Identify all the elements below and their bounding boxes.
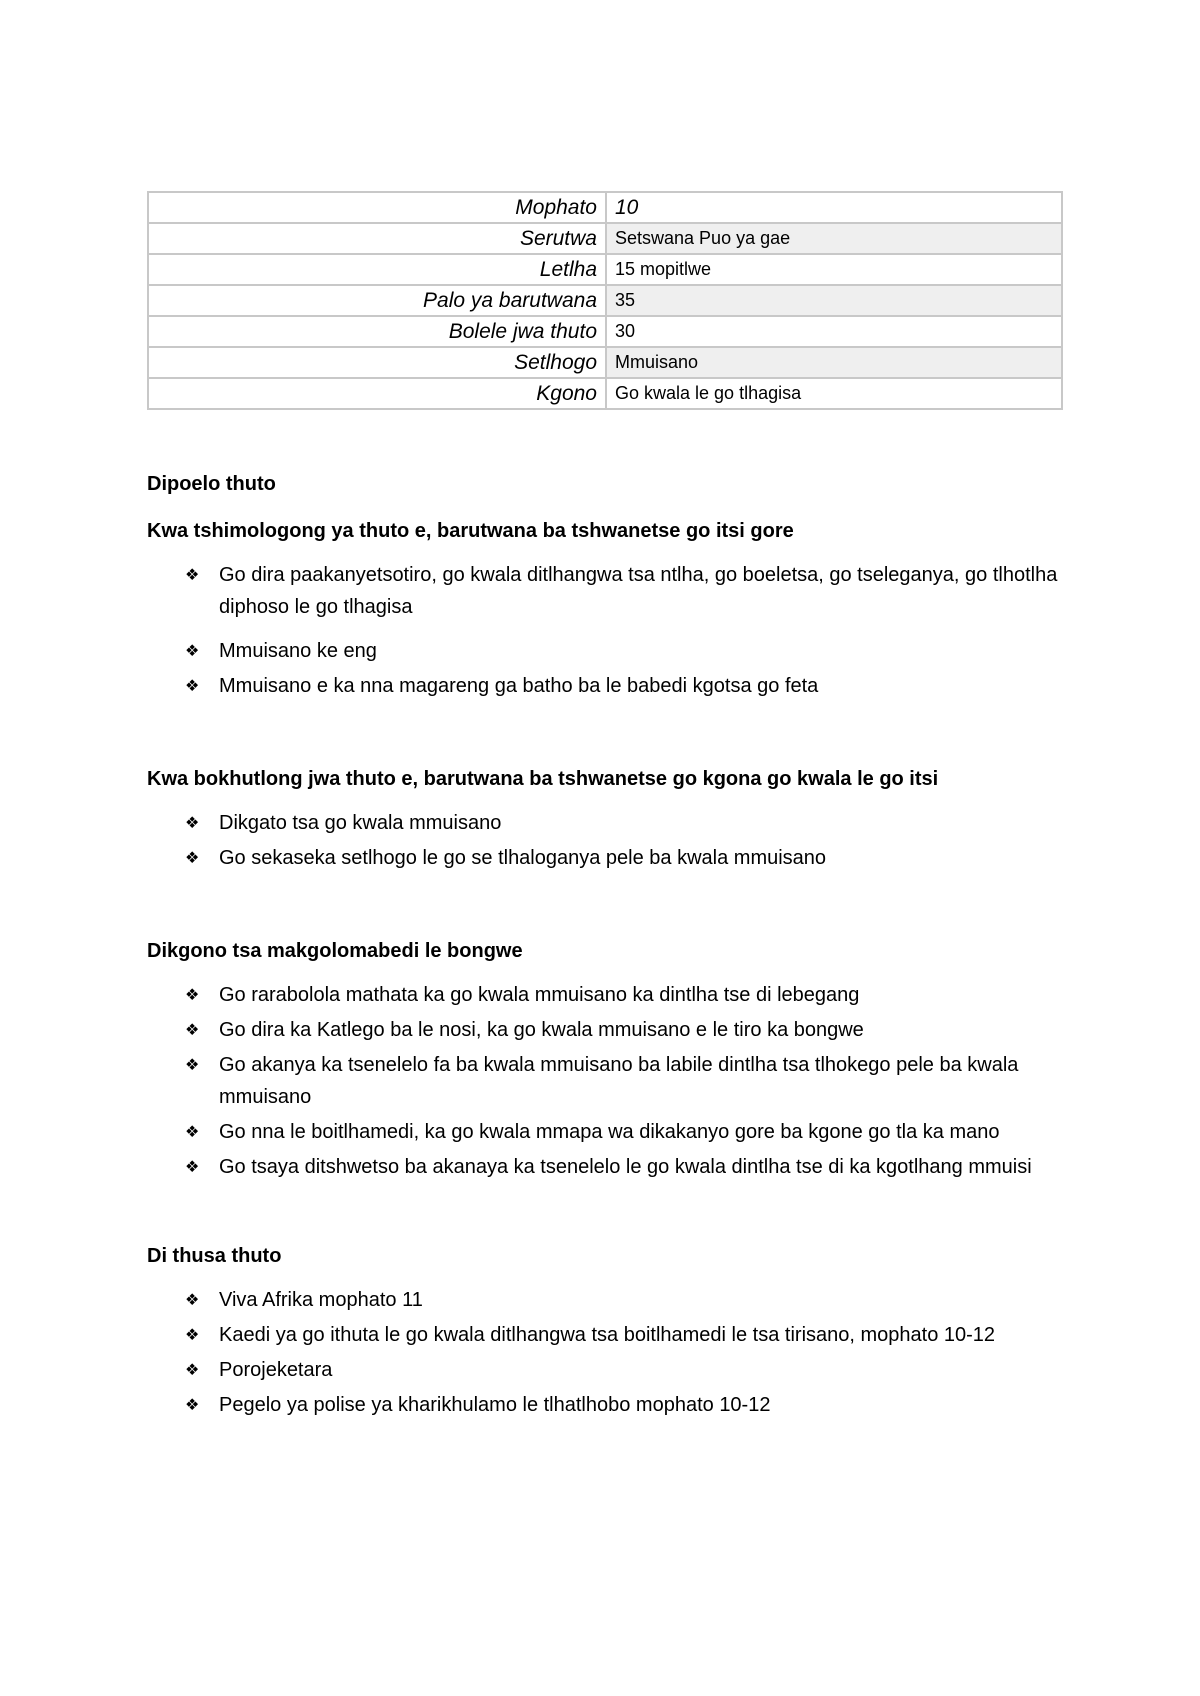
row-label-mophato: Mophato [148,192,606,223]
list-item: ❖ Mmuisano ke eng [147,635,1067,667]
subheading-end: Kwa bokhutlong jwa thuto e, barutwana ba tshwanetse go kgona go kwala le go itsi [147,768,939,790]
spacer [147,877,1067,937]
spacer [147,1186,1067,1242]
row-value-serutwa: Setswana Puo ya gae [606,223,1062,254]
four-diamond-bullet-icon: ❖ [185,641,200,660]
four-diamond-bullet-icon: ❖ [185,1020,200,1039]
table-row [148,285,1062,316]
lesson-info-table [147,191,1063,410]
table-row [148,192,1062,223]
four-diamond-bullet-icon: ❖ [185,1290,200,1309]
list-item: ❖ Kaedi ya go ithuta le go kwala ditlhangwa tsa boitlhamedi le tsa tirisano, mophato 10-12 [147,1319,1067,1351]
list-item: ❖ Go dira paakanyetsotiro, go kwala ditlhangwa tsa ntlha, go boeletsa, go tseleganya, go tlhotlha diphoso le go tlhagisa [147,559,1067,623]
list-item: ❖ Go nna le boitlhamedi, ka go kwala mmapa wa dikakanyo gore ba kgone go tla ka mano [147,1116,1067,1148]
row-value-kgono: Go kwala le go tlhagisa [606,378,1062,409]
row-label-kgono: Kgono [148,378,606,409]
skills-list [147,979,1067,1183]
section-title-dithusa: Di thusa thuto [147,1245,282,1267]
list-item: ❖ Go rarabolola mathata ka go kwala mmuisano ka dintlha tse di lebegang [147,979,1067,1011]
subheading-start: Kwa tshimologong ya thuto e, barutwana ba tshwanetse go itsi gore [147,520,794,542]
list-item: ❖ Go sekaseka setlhogo le go se tlhaloganya pele ba kwala mmuisano [147,842,1067,874]
row-label-setlhogo: Setlhogo [148,347,606,378]
four-diamond-bullet-icon: ❖ [185,1395,200,1414]
list-item: ❖ Go akanya ka tsenelelo fa ba kwala mmuisano ba labile dintlha tsa tlhokego pele ba kwala mmuisano [147,1049,1067,1113]
four-diamond-bullet-icon: ❖ [185,1360,200,1379]
row-value-palo: 35 [606,285,1062,316]
row-value-letlha: 15 mopitlwe [606,254,1062,285]
list-item: ❖ Viva Afrika mophato 11 [147,1284,1067,1316]
list-item: ❖ Pegelo ya polise ya kharikhulamo le tlhatlhobo mophato 10-12 [147,1389,1067,1421]
resources-list [147,1284,1067,1421]
four-diamond-bullet-icon: ❖ [185,1055,200,1074]
row-value-mophato: 10 [606,192,1062,223]
section-title-dipoelo: Dipoelo thuto [147,473,276,495]
list-item: ❖ Go tsaya ditshwetso ba akanaya ka tsenelelo le go kwala dintlha tse di ka kgotlhang mmuisi [147,1151,1067,1183]
table-row [148,254,1062,285]
row-label-letlha: Letlha [148,254,606,285]
end-outcomes-list [147,807,1067,874]
row-value-bolele: 30 [606,316,1062,347]
four-diamond-bullet-icon: ❖ [185,565,200,584]
table-row [148,223,1062,254]
row-value-setlhogo: Mmuisano [606,347,1062,378]
spacer [147,705,1067,765]
list-item: ❖ Mmuisano e ka nna magareng ga batho ba le babedi kgotsa go feta [147,670,1067,702]
start-outcomes-list [147,559,1067,702]
row-label-bolele: Bolele jwa thuto [148,316,606,347]
list-item: ❖ Go dira ka Katlego ba le nosi, ka go kwala mmuisano e le tiro ka bongwe [147,1014,1067,1046]
four-diamond-bullet-icon: ❖ [185,985,200,1004]
row-label-serutwa: Serutwa [148,223,606,254]
document-body [147,470,1067,1424]
four-diamond-bullet-icon: ❖ [185,1157,200,1176]
row-label-palo: Palo ya barutwana [148,285,606,316]
four-diamond-bullet-icon: ❖ [185,676,200,695]
table-row [148,347,1062,378]
list-item: ❖ Dikgato tsa go kwala mmuisano [147,807,1067,839]
list-item: ❖ Porojeketara [147,1354,1067,1386]
table-row [148,378,1062,409]
four-diamond-bullet-icon: ❖ [185,848,200,867]
four-diamond-bullet-icon: ❖ [185,1122,200,1141]
four-diamond-bullet-icon: ❖ [185,1325,200,1344]
section-title-dikgono: Dikgono tsa makgolomabedi le bongwe [147,940,523,962]
four-diamond-bullet-icon: ❖ [185,813,200,832]
table-row [148,316,1062,347]
